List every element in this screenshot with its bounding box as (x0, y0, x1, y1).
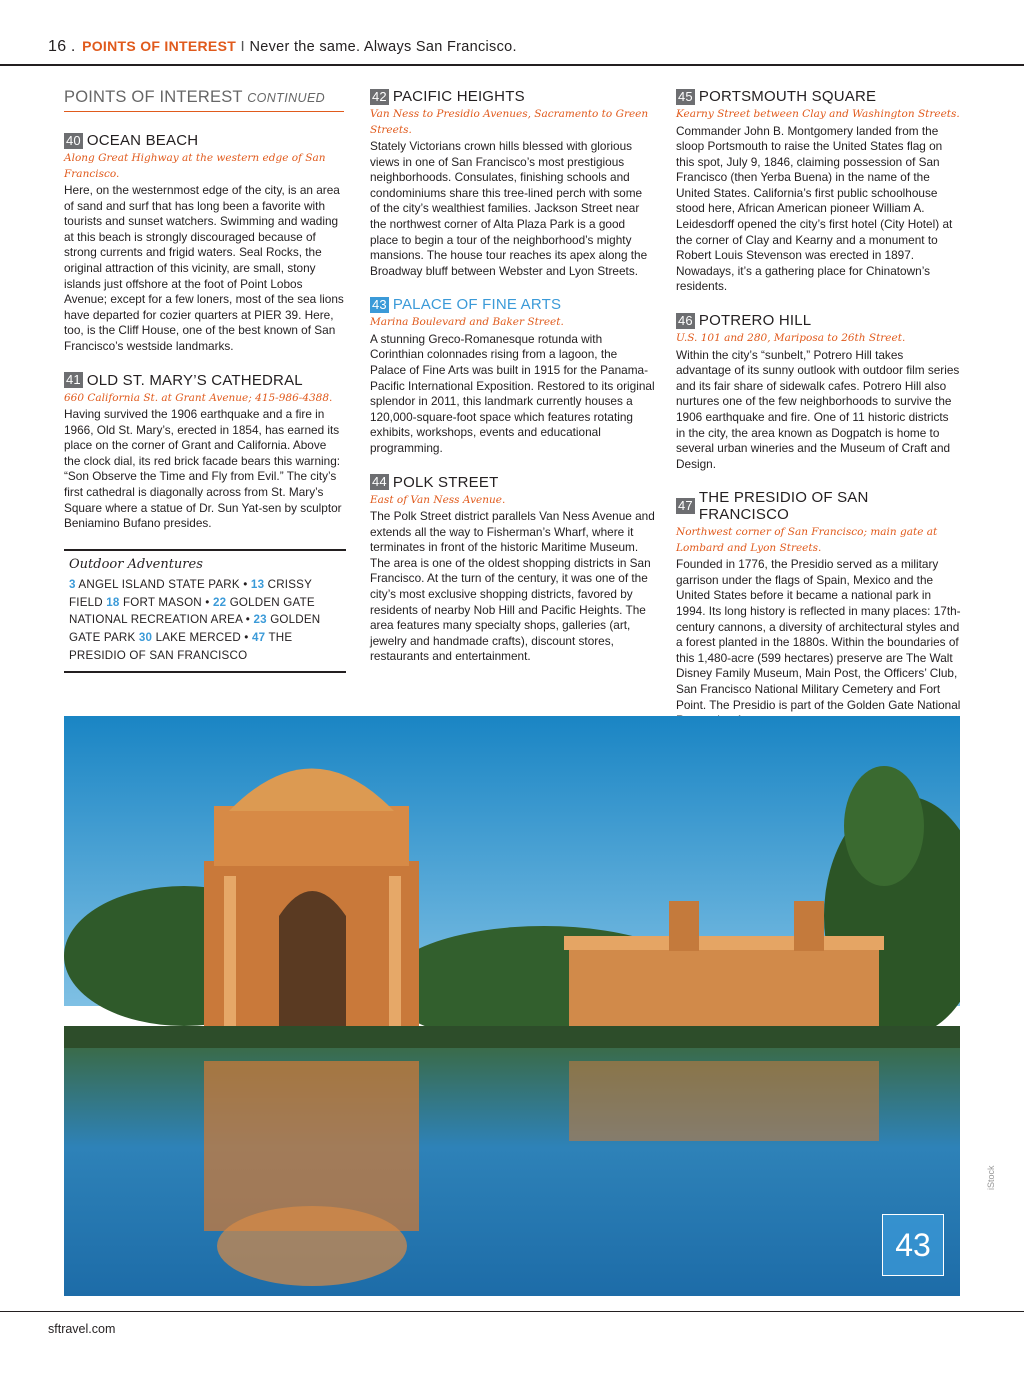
page-header: 16 . POINTS OF INTEREST I Never the same. Always San Francisco. (48, 38, 517, 55)
entry-title: THE PRESIDIO OF SAN FRANCISCO (698, 489, 869, 524)
photo-number-badge: 43 (882, 1214, 944, 1276)
entry-heading (370, 88, 655, 105)
entry-potrero-hill (676, 312, 961, 472)
outdoor-item (139, 631, 252, 644)
entry-number-badge: 45 (678, 88, 693, 104)
section-title: POINTS OF INTEREST CONTINUED (64, 88, 326, 106)
photo-credit: iStock (986, 1165, 996, 1190)
column-3 (676, 88, 961, 746)
section-title-rule (64, 111, 344, 112)
entry-body: Within the city’s “sunbelt,” Potrero Hill takes advantage of its sunny outlook with outdoor film series and its fair share of sidewalk cafes. Potrero Hill also nurtures one of the few neighborhoods to survive the 1906 earthquake and fire. One of 11 historic districts in the city, the area known as Dogpatch is home to several urban wineries and the Museum of Craft and Design. (676, 347, 960, 471)
entry-number-badge: 42 (372, 88, 387, 104)
header-section: POINTS OF INTEREST (82, 38, 237, 54)
palace-of-fine-arts-photo (64, 716, 960, 1296)
entry-body: Having survived the 1906 earthquake and a fire in 1966, Old St. Mary’s, erected in 1854, has earned its place on the corner of Grant and California. Above the clock dial, its red brick facade bears this warning: “Son Observe the Time and Fly from Evil.” The city’s first cathedral is diagonally across from St. Mary’s Square where a statue of Dr. Sun Yat-sen by sculptor Beniamino Bufano presides. (64, 407, 342, 531)
entry-title: OCEAN BEACH (86, 132, 199, 149)
header-separator: I (240, 38, 245, 55)
outdoor-title: Outdoor Adventures (69, 556, 203, 572)
entry-heading (676, 88, 961, 105)
outdoor-item (106, 596, 213, 609)
outdoor-list (69, 576, 346, 665)
section-title-suffix: CONTINUED (247, 91, 326, 105)
outdoor-item-name: GOLDEN GATE NATIONAL RECREATION AREA (69, 595, 315, 627)
entry-portsmouth-square (676, 88, 961, 295)
entry-heading (64, 372, 344, 389)
outdoor-item-name: GOLDEN GATE PARK (69, 613, 321, 645)
entry-presidio (676, 489, 961, 729)
footer-url: sftravel.com (48, 1322, 116, 1336)
outdoor-adventures-box (64, 549, 346, 673)
entry-title: POTRERO HILL (698, 312, 812, 330)
entry-address: Along Great Highway at the western edge of San Francisco. (64, 152, 326, 180)
outdoor-item-name: THE PRESIDIO OF SAN FRANCISCO (69, 631, 293, 662)
outdoor-item-number: 3 (69, 577, 76, 591)
entry-ocean-beach (64, 132, 344, 355)
outdoor-item-number: 18 (106, 595, 120, 609)
entry-heading (370, 296, 655, 313)
entry-number-badge: 44 (372, 474, 387, 490)
outdoor-item-separator: • (240, 631, 252, 645)
column-2 (370, 88, 655, 682)
outdoor-item-number: 23 (253, 613, 267, 627)
entry-heading (64, 132, 344, 149)
outdoor-item-name: ANGEL ISLAND STATE PARK (75, 577, 240, 591)
entry-heading (676, 489, 961, 523)
entry-number-badge: 47 (678, 498, 693, 514)
entry-address: Marina Boulevard and Baker Street. (370, 316, 564, 329)
outdoor-item-separator: • (201, 595, 213, 609)
outdoor-item-separator: • (242, 613, 254, 627)
entry-title: PALACE OF FINE ARTS (392, 296, 562, 314)
entry-address: 660 California St. at Grant Avenue; 415-986-4388. (64, 391, 333, 404)
entry-body: Commander John B. Montgomery landed from the sloop Portsmouth to raise the United States flag on this spot, July 9, 1846, claiming possession of San Francisco (then Yerba Buena) in the name of the United States. California’s first public schoolhouse stood here, African American pioneer William A. Leidesdorff opened the city’s first hotel (City Hotel) at the corner of Clay and Kearny and a monument to Robert Louis Stevenson was erected in 1897. Nowadays, it’s a gathering place for Chinatown’s residents. (676, 123, 953, 294)
outdoor-item-separator: • (239, 577, 251, 591)
entry-polk-street (370, 474, 655, 665)
entry-address: Northwest corner of San Francisco; main gate at Lombard and Lyon Streets. (676, 526, 938, 554)
entry-title: PACIFIC HEIGHTS (392, 88, 525, 105)
column-1 (64, 88, 344, 673)
entry-address: U.S. 101 and 280, Mariposa to 26th Street. (676, 332, 906, 345)
header-tagline: Never the same. Always San Francisco. (249, 39, 517, 55)
entry-heading (370, 474, 655, 491)
outdoor-item-number: 13 (250, 577, 265, 591)
entry-address: Kearny Street between Clay and Washington Streets. (676, 108, 960, 120)
entry-body: The Polk Street district parallels Van Ness Avenue and extends all the way to Fisherman’s Wharf, where it terminates in front of the historic Maritime Museum. The area is one of the oldest shopping districts in San Francisco. At the turn of the century, it was one of the city’s most exclusive shopping districts, favored by residents of nearby Nob Hill and Pacific Heights. The area features many specialty shops, galleries (art, jewelry and handmade crafts), discount stores, restaurants and entertainment. (370, 509, 655, 664)
entry-body: Stately Victorians crown hills blessed with glorious views in one of San Francisco’s most prestigious neighborhoods. Consulates, finishing schools and condominiums share this tree-lined perch with some of the city’s wealthiest families. Jackson Street near the northwest corner of Alta Plaza Park is a good place to begin a tour of the neighborhood’s mighty mansions. The house tour reaches its apex along the Broadway bluff between Webster and Lyon Streets. (370, 139, 648, 278)
photo-reflection (64, 716, 960, 1296)
entry-number-badge: 40 (66, 132, 81, 148)
entry-address: East of Van Ness Avenue. (370, 493, 506, 506)
outdoor-item (69, 578, 251, 591)
outdoor-item-number: 30 (138, 631, 153, 645)
outdoor-item-name: LAKE MERCED (152, 631, 241, 645)
entry-title: POLK STREET (392, 473, 499, 491)
entry-number-badge: 41 (66, 372, 81, 388)
entry-address: Van Ness to Presidio Avenues, Sacramento to Green Streets. (370, 108, 649, 136)
entry-old-st-marys (64, 372, 344, 532)
page-number: 16 (48, 38, 67, 55)
entry-title: OLD ST. MARY’S CATHEDRAL (86, 371, 303, 389)
entry-body: Founded in 1776, the Presidio served as a military garrison under the flags of Spain, Mexico and the United States before it became a national park in 1994. Its long history is reflected in many places: 17th-century cannons, a diversity of architectural styles and a forest planted in the 1880s. Within the boundaries of this 1,480-acre (599 hectares) preserve are The Walt Disney Family Museum, Main Post, the Officers’ Club, San Francisco National Military Cemetery and Fort Point. The Presidio is part of the Golden Gate National (676, 557, 961, 712)
outdoor-item-number: 47 (252, 631, 266, 645)
entry-number-badge: 46 (678, 312, 693, 328)
entry-pacific-heights (370, 88, 655, 279)
entry-body: Here, on the westernmost edge of the city, is an area of sand and surf that has long been a favorite with tourists and sunset watchers. Swimming and wading at this beach is strongly discouraged because of strong currents and frigid waters. Seal Rocks, the original attraction of this vicinity, are small, stony islands just offshore at the foot of Point Lobos Avenue; except for a few loners, most of the sea lions have departed for cozier quarters at PIER 39. Here, too, is the Cliff House, one of the best known of San Francisco’s westside landmarks. (64, 183, 344, 353)
entry-body: A stunning Greco-Romanesque rotunda with Corinthian colonnades rising from a lagoon, the Palace of Fine Arts was built in 1915 for the Panama-Pacific International Exposition. Restored to its original splendor in 2011, this landmark currently houses a 120,000-square-foot space which features rotating exhibits, workshops, events and educational programming. (370, 331, 655, 455)
header-rule (0, 64, 1024, 66)
entry-palace-of-fine-arts (370, 296, 655, 456)
outdoor-item-name: FORT MASON (119, 595, 202, 609)
outdoor-item-name: CRISSY FIELD (69, 577, 312, 609)
footer-rule (0, 1311, 1024, 1312)
outdoor-item-number: 22 (212, 595, 227, 609)
entry-number-badge: 43 (372, 296, 387, 312)
entry-title: PORTSMOUTH SQUARE (698, 88, 877, 105)
entry-heading (676, 312, 961, 329)
